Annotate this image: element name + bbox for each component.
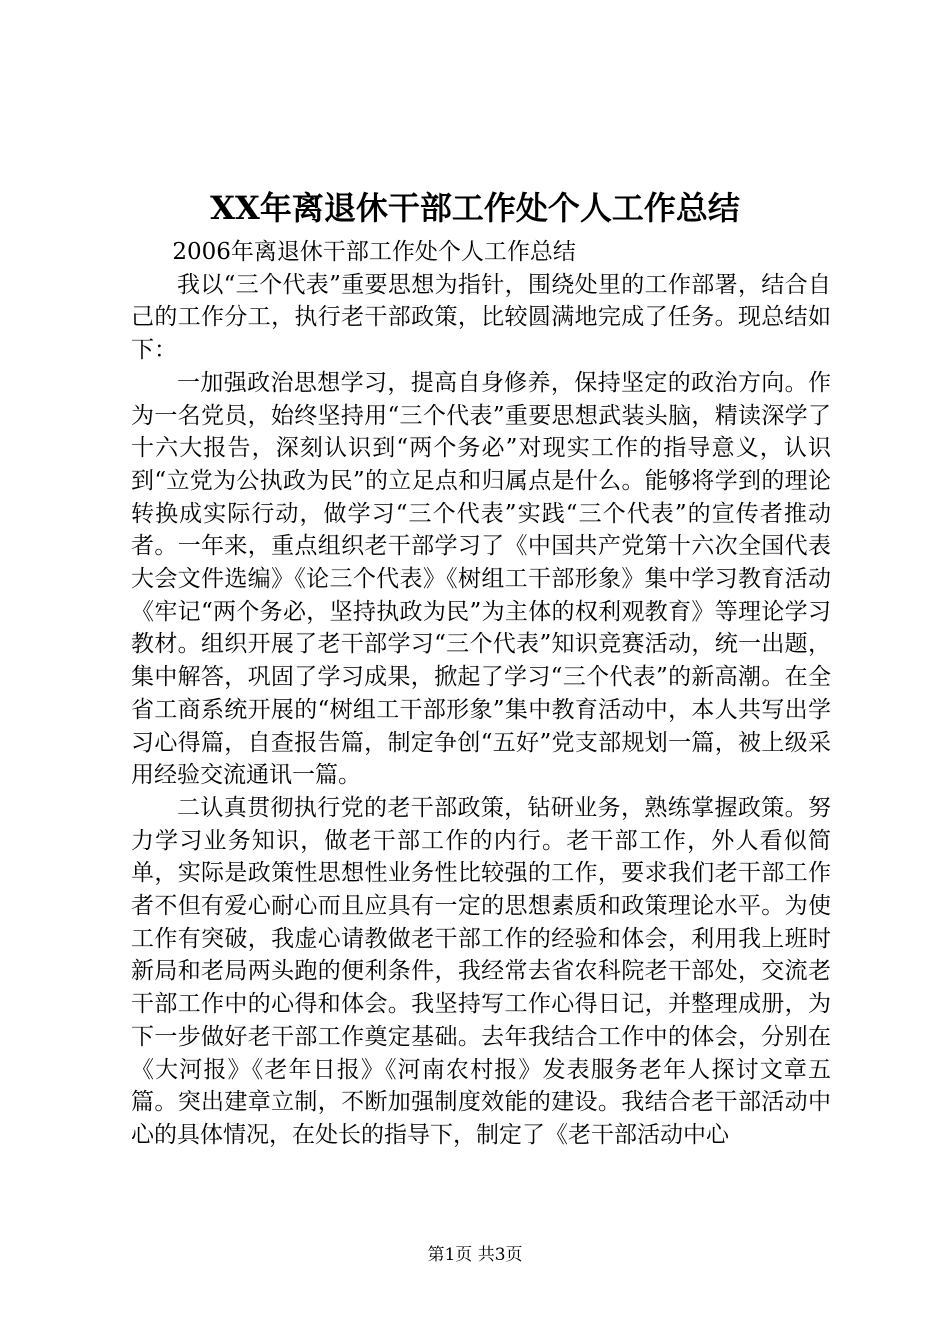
paragraph-intro: 我以“三个代表”重要思想为指针，围绕处里的工作部署，结合自己的工作分工，执行老干部政策，比较圆满地完成了任务。现总结如下：: [131, 271, 831, 364]
document-subtitle: 2006年离退休干部工作处个人工作总结: [172, 239, 576, 265]
page-number-footer: 第1页 共3页: [427, 1245, 523, 1265]
document-title: XX年离退休干部工作处个人工作总结: [210, 189, 740, 227]
paragraph-section-two: 二认真贯彻执行党的老干部政策，钻研业务，熟练掌握政策。努力学习业务知识，做老干部工作的内行。老干部工作，外人看似简单，实际是政策性思想性业务性比较强的工作，要求我们老干部工作者不但有爱心耐心而且应具有一定的思想素质和政策理论水平。为使工作有突破，我虚心请教做老干部工作的经验和体会，利用我上班时新局和老局两头跑的便利条件，我经常去省农科院老干部处，交流老干部工作中的心得和体会。我坚持写工作心得日记，并整理成册，为下一步做好老干部工作奠定基础。去年我结合工作中的体会，分别在《大河报》《老年日报》《河南农村报》发表服务老年人探讨文章五篇。突出建章立制，不断加强制度效能的建设。我结合老干部活动中心的具体情况，在处长的指导下，制定了《老干部活动中心: [131, 794, 831, 1148]
paragraph-section-one: 一加强政治思想学习，提高自身修养，保持坚定的政治方向。作为一名党员，始终坚持用“三个代表”重要思想武装头脑，精读深学了十六大报告，深刻认识到“两个务必”对现实工作的指导意义，认识到“立党为公执政为民”的立足点和归属点是什么。能够将学到的理论转换成实际行动，做学习“三个代表”实践“三个代表”的宣传者推动者。一年来，重点组织老干部学习了《中国共产党第十六次全国代表大会文件选编》《论三个代表》《树组工干部形象》集中学习教育活动《牢记“两个务必，坚持执政为民”为主体的权利观教育》等理论学习教材。组织开展了老干部学习“三个代表”知识竞赛活动，统一出题，集中解答，巩固了学习成果，掀起了学习“三个代表”的新高潮。在全省工商系统开展的“树组工干部形象”集中教育活动中，本人共写出学习心得篇，自查报告篇，制定争创“五好”党支部规划一篇，被上级采用经验交流通讯一篇。: [131, 369, 831, 789]
document-body: [131, 236, 831, 1152]
